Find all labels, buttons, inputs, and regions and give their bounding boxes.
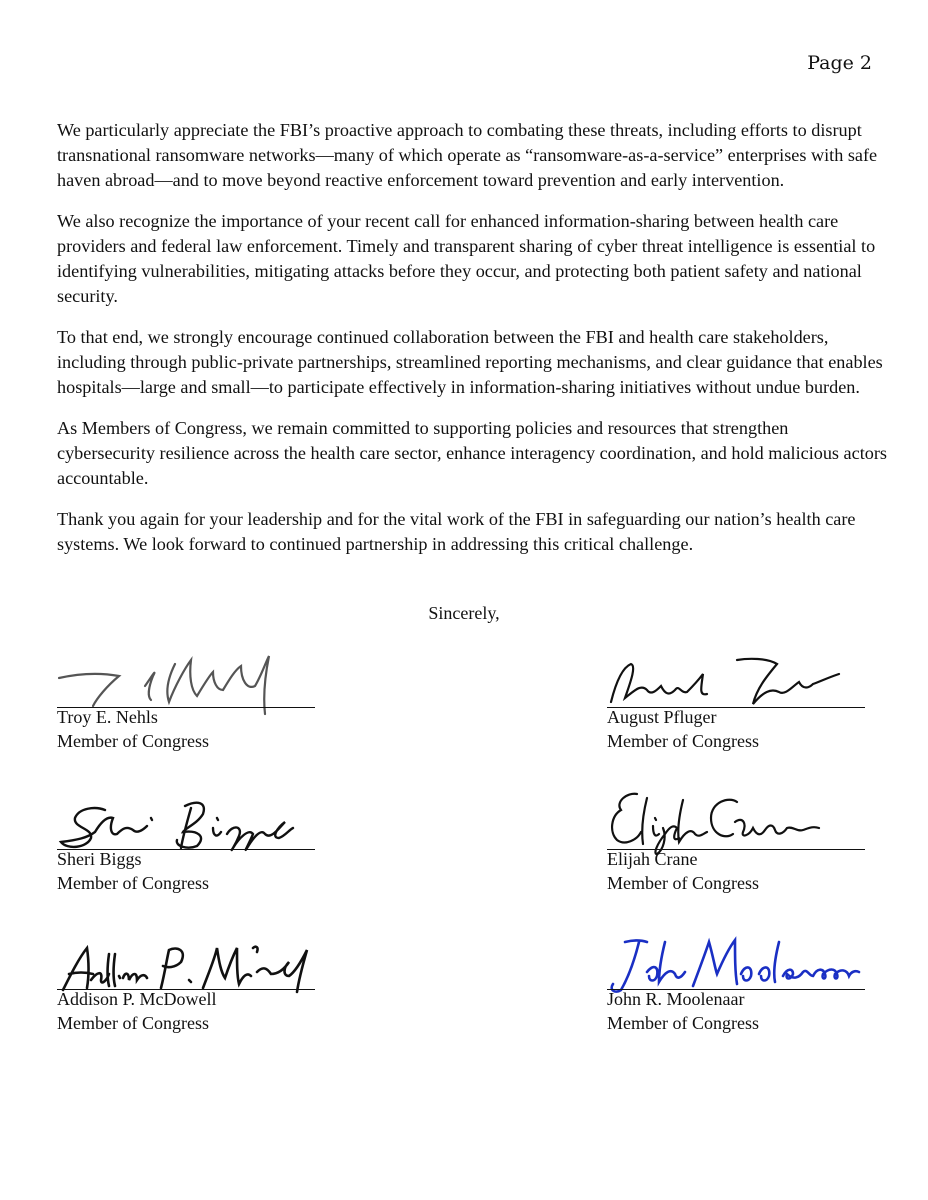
paragraph-3: To that end, we strongly encourage continued collaboration between the FBI and health care stakeholders, including through public-private partnerships, streamlined reporting mechanisms, and clear guidance that enables hospitals—large and small—to participate effectively in information-sharing initiatives without undue burden.	[57, 327, 883, 397]
paragraph-1: We particularly appreciate the FBI’s proactive approach to combating these threats, including efforts to disrupt transnational ransomware networks—many of which operate as “ransomware-as-a-service” enterprises with safe haven abroad—and to move beyond reactive enforcement toward prevention and early intervention.	[57, 120, 878, 190]
closing-text: Sincerely,	[428, 603, 500, 623]
paragraph-2: We also recognize the importance of your recent call for enhanced information-sharing between health care providers and federal law enforcement. Timely and transparent sharing of cyber threat intelligence is essential to identifying vulnerabilities, mitigating attacks before they occur, and protecting both patient safety and national security.	[57, 211, 876, 306]
signature-block-mcdowell	[57, 928, 317, 1038]
paragraph-5: Thank you again for your leadership and for the vital work of the FBI in safeguarding our nation’s health care systems. We look forward to continued partnership in addressing this critical challenge.	[57, 509, 856, 554]
signature-block-moolenaar	[607, 928, 867, 1038]
signatory-name: Troy E. Nehls	[57, 707, 158, 727]
paragraph-4: As Members of Congress, we remain committed to supporting policies and resources that strengthen cybersecurity resilience across the health care sector, enhance interagency coordination, and hold malicious actors accountable.	[57, 418, 887, 488]
signature-block-biggs	[57, 788, 317, 898]
signatory-title: Member of Congress	[607, 873, 759, 893]
signatory-title: Member of Congress	[607, 731, 759, 751]
signatory-title: Member of Congress	[57, 731, 209, 751]
signature-block-pfluger	[607, 646, 867, 756]
signatory-title: Member of Congress	[57, 873, 209, 893]
page-number: Page 2	[807, 52, 872, 74]
signatory-name: Sheri Biggs	[57, 849, 142, 869]
letter-body	[57, 118, 887, 573]
closing	[0, 603, 928, 624]
signature-block-nehls	[57, 646, 317, 756]
signatory-name: John R. Moolenaar	[607, 989, 745, 1009]
signatory-name: Elijah Crane	[607, 849, 698, 869]
signatory-name: August Pfluger	[607, 707, 717, 727]
signatory-title: Member of Congress	[57, 1013, 209, 1033]
signatory-title: Member of Congress	[607, 1013, 759, 1033]
signature-block-crane	[607, 788, 867, 898]
signatory-name: Addison P. McDowell	[57, 989, 217, 1009]
